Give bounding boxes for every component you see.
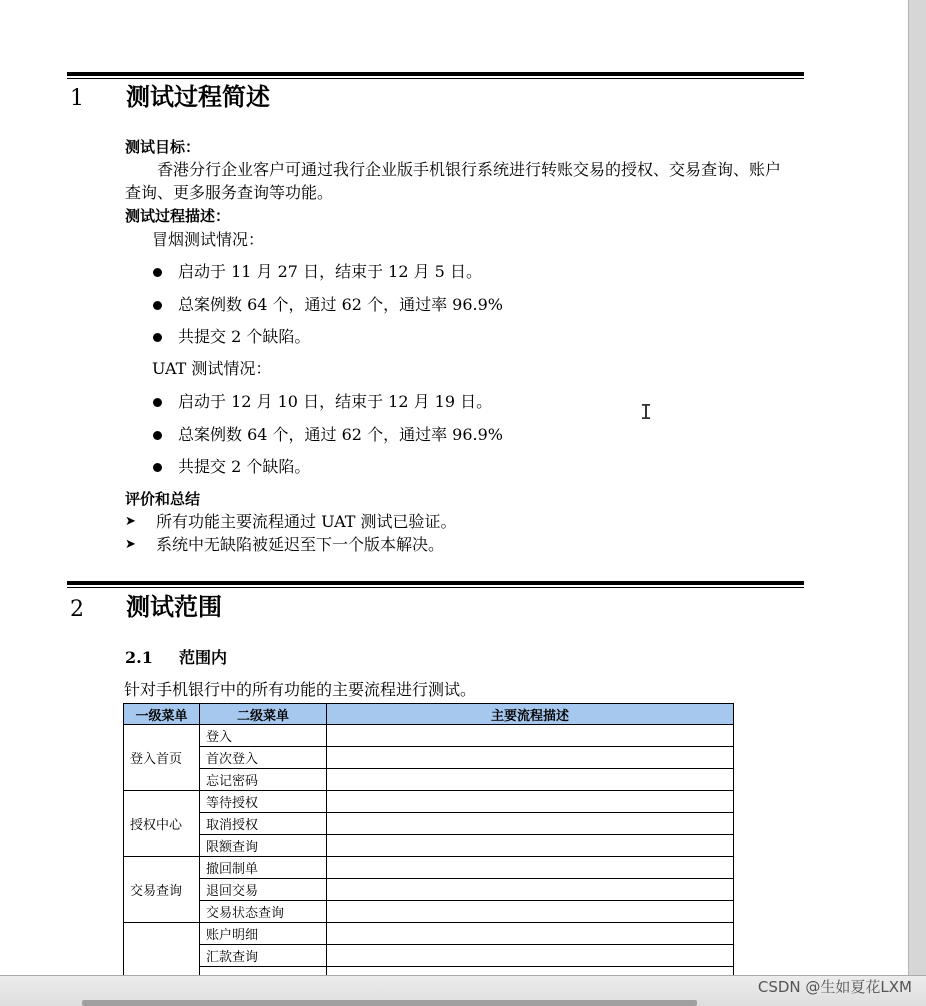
description-cell: [327, 967, 734, 976]
document-page: 1 测试过程简述 测试目标： 香港分行企业客户可通过我行企业版手机银行系统进行转账交易的授权、交易查询、账户查询、更多服务查询等功能。 测试过程描述： 冒烟测试情况： 启动于 11 月 27 日，结束于 12 月 5 日。 总案例数 64 个，通过 62 个，通过率 96.9% 共提交 2 个缺陷。 UAT 测试情况： 启动于 12 月 10 日，结束于 12 月 19 日。 总案例数 64 个，通过 62 个，通过率 96.9% 共提交 2 个缺陷。 评价和总结 ➤ 所有功能主要流程通过 UAT 测试已验证。 ➤ 系统中无缺陷被延迟至下一个版本解决。 I 2 测试范围 2.1 范围内 针对手机银行中的所有功能的主要流程进行测试。 一级菜单 二级菜单 主要流程描述 登入首页 登入 首次登入 忘记密码 授权中心 等待授权 取消授权 限额查询 交易查询 撤回制单 退回交易 交易状态查询 账户明细 汇款查询: [0, 0, 908, 975]
smoke-test-title: 冒烟测试情况：: [152, 230, 265, 249]
table-row: [124, 791, 734, 813]
bullet-dot-icon: [153, 268, 162, 277]
table-row: [124, 769, 734, 791]
table-header-row: [124, 704, 734, 725]
section-rule-thin: [67, 587, 804, 588]
arrow-right-icon: ➤: [125, 514, 136, 529]
description-cell: [327, 901, 734, 923]
bullet-dot-icon: [153, 333, 162, 342]
section-2-number: 2: [70, 597, 84, 622]
scope-intro: 针对手机银行中的所有功能的主要流程进行测试。: [124, 680, 477, 699]
bullet-dot-icon: [153, 431, 162, 440]
menu-level2-cell: 退回交易: [200, 879, 327, 901]
section-1-number: 1: [70, 86, 84, 111]
menu-level1-cell: 授权中心: [124, 791, 200, 857]
summary-label: 评价和总结: [125, 490, 201, 508]
menu-level2-cell: 账户明细: [200, 923, 327, 945]
vertical-scrollbar[interactable]: [908, 0, 926, 975]
menu-level2-cell: 取消授权: [200, 813, 327, 835]
bullet-dot-icon: [153, 463, 162, 472]
description-cell: [327, 813, 734, 835]
bullet-dot-icon: [153, 301, 162, 310]
menu-level2-cell: 交易状态查询: [200, 901, 327, 923]
section-2-title: 测试范围: [126, 593, 222, 621]
description-cell: [327, 747, 734, 769]
description-cell: [327, 725, 734, 747]
description-cell: [327, 857, 734, 879]
description-cell: [327, 923, 734, 945]
menu-level2-cell: 汇款查询: [200, 945, 327, 967]
column-header: 一级菜单: [124, 704, 200, 725]
menu-level1-cell: 登入首页: [124, 725, 200, 791]
arrow-right-icon: ➤: [125, 537, 136, 552]
goal-label: 测试目标：: [125, 138, 201, 156]
table-row: [124, 747, 734, 769]
subsection-number: 2.1: [125, 648, 153, 667]
menu-level1-cell: 交易查询: [124, 857, 200, 923]
column-header: 主要流程描述: [327, 704, 734, 725]
goal-paragraph: 香港分行企业客户可通过我行企业版手机银行系统进行转账交易的授权、交易查询、账户查询、更多服务查询等功能。: [125, 160, 782, 202]
table-row: [124, 945, 734, 967]
table-row: [124, 967, 734, 976]
menu-level2-cell: 忘记密码: [200, 769, 327, 791]
section-rule-thin: [67, 78, 804, 79]
watermark: CSDN @生如夏花LXM: [757, 978, 912, 996]
menu-level2-cell: 首次登入: [200, 747, 327, 769]
section-1-title: 测试过程简述: [126, 83, 270, 111]
description-cell: [327, 879, 734, 901]
bottom-status-bar: [0, 975, 926, 1006]
table-row: [124, 835, 734, 857]
section-rule: [67, 72, 804, 76]
column-header: 二级菜单: [200, 704, 327, 725]
description-cell: [327, 835, 734, 857]
description-cell: [327, 945, 734, 967]
table-row: [124, 857, 734, 879]
menu-level2-cell: 登入: [200, 725, 327, 747]
text-cursor-icon: I: [640, 400, 653, 424]
menu-level2-cell: [200, 967, 327, 976]
description-cell: [327, 791, 734, 813]
table-row: [124, 923, 734, 945]
menu-level2-cell: 限额查询: [200, 835, 327, 857]
table-row: [124, 901, 734, 923]
bullet-dot-icon: [153, 398, 162, 407]
menu-level2-cell: 等待授权: [200, 791, 327, 813]
scope-table: [123, 703, 734, 975]
process-label: 测试过程描述：: [125, 207, 231, 225]
horizontal-scrollbar-thumb[interactable]: [82, 1000, 697, 1006]
description-cell: [327, 769, 734, 791]
table-row: [124, 813, 734, 835]
menu-level2-cell: 撤回制单: [200, 857, 327, 879]
table-row: [124, 879, 734, 901]
uat-test-title: UAT 测试情况：: [152, 359, 272, 378]
table-row: [124, 725, 734, 747]
section-rule: [67, 581, 804, 585]
subsection-title: 范围内: [179, 648, 228, 667]
menu-level1-cell: [124, 923, 200, 976]
